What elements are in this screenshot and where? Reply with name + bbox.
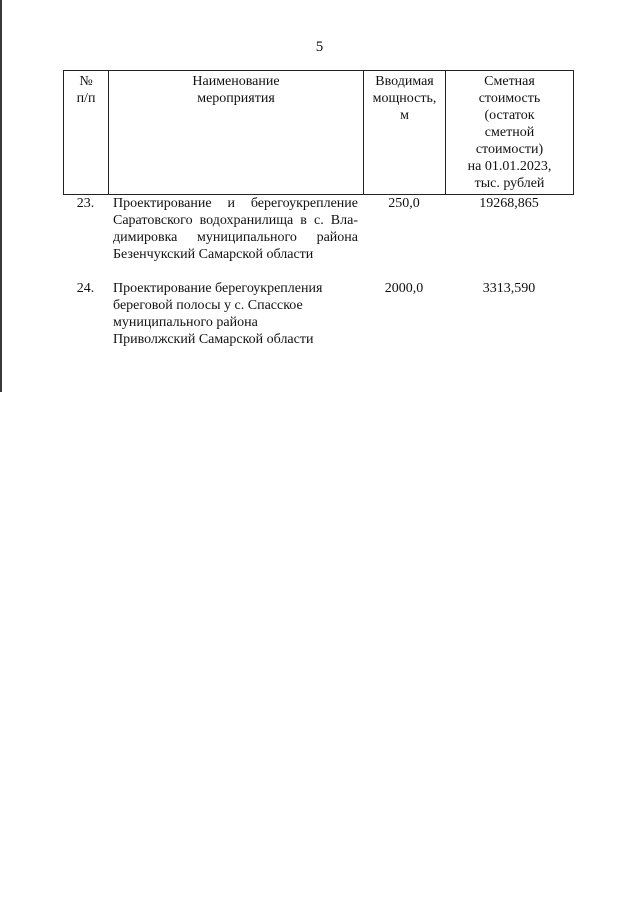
row-name-line: муниципального района <box>113 315 258 330</box>
page-number: 5 <box>315 39 324 55</box>
header-cost-line: стоимости) <box>475 142 544 157</box>
row-capacity: 250,0 <box>388 196 420 211</box>
row-name-line: димировка муниципального района <box>113 230 358 245</box>
header-name-line: мероприятия <box>197 91 275 106</box>
header-name-line: Наименование <box>192 74 280 89</box>
header-number-line: п/п <box>76 91 96 106</box>
header-cost-line: Сметная <box>484 74 535 89</box>
row-name-line: Проектирование и берегоукрепление <box>113 196 358 211</box>
table-row <box>63 195 573 263</box>
row-number: 24. <box>76 281 95 296</box>
header-number-line: № <box>79 74 93 89</box>
header-cost-line: стоимость <box>478 91 541 106</box>
row-name-line: береговой полосы у с. Спасское <box>113 298 303 313</box>
row-name <box>108 195 363 263</box>
row-name <box>108 280 363 348</box>
table-row <box>63 280 573 348</box>
header-cost-line: сметной <box>484 125 535 140</box>
header-row <box>64 71 574 195</box>
header-capacity-line: мощность, <box>372 91 437 106</box>
row-name-line: Приволжский Самарской области <box>113 332 314 347</box>
header-capacity <box>364 71 446 195</box>
row-capacity: 2000,0 <box>384 281 424 296</box>
header-cost-line: (остаток <box>484 108 535 123</box>
header-cost <box>446 71 574 195</box>
row-number: 23. <box>76 196 95 211</box>
row-name-line: Безенчукский Самарской области <box>113 247 314 262</box>
row-name-line: Саратовского водохранилища в с. Вла- <box>113 213 358 228</box>
header-name <box>109 71 364 195</box>
row-cost: 19268,865 <box>479 196 539 211</box>
row-cost: 3313,590 <box>482 281 536 296</box>
header-capacity-line: м <box>400 108 409 123</box>
scan-left-edge-line <box>0 0 2 392</box>
header-capacity-line: Вводимая <box>375 74 434 89</box>
row-name-line: Проектирование берегоукрепления <box>113 281 323 296</box>
header-number <box>64 71 109 195</box>
table-header <box>63 70 574 195</box>
header-cost-line: тыс. рублей <box>474 176 545 191</box>
table-body <box>63 193 573 348</box>
header-cost-line: на 01.01.2023, <box>467 159 552 174</box>
